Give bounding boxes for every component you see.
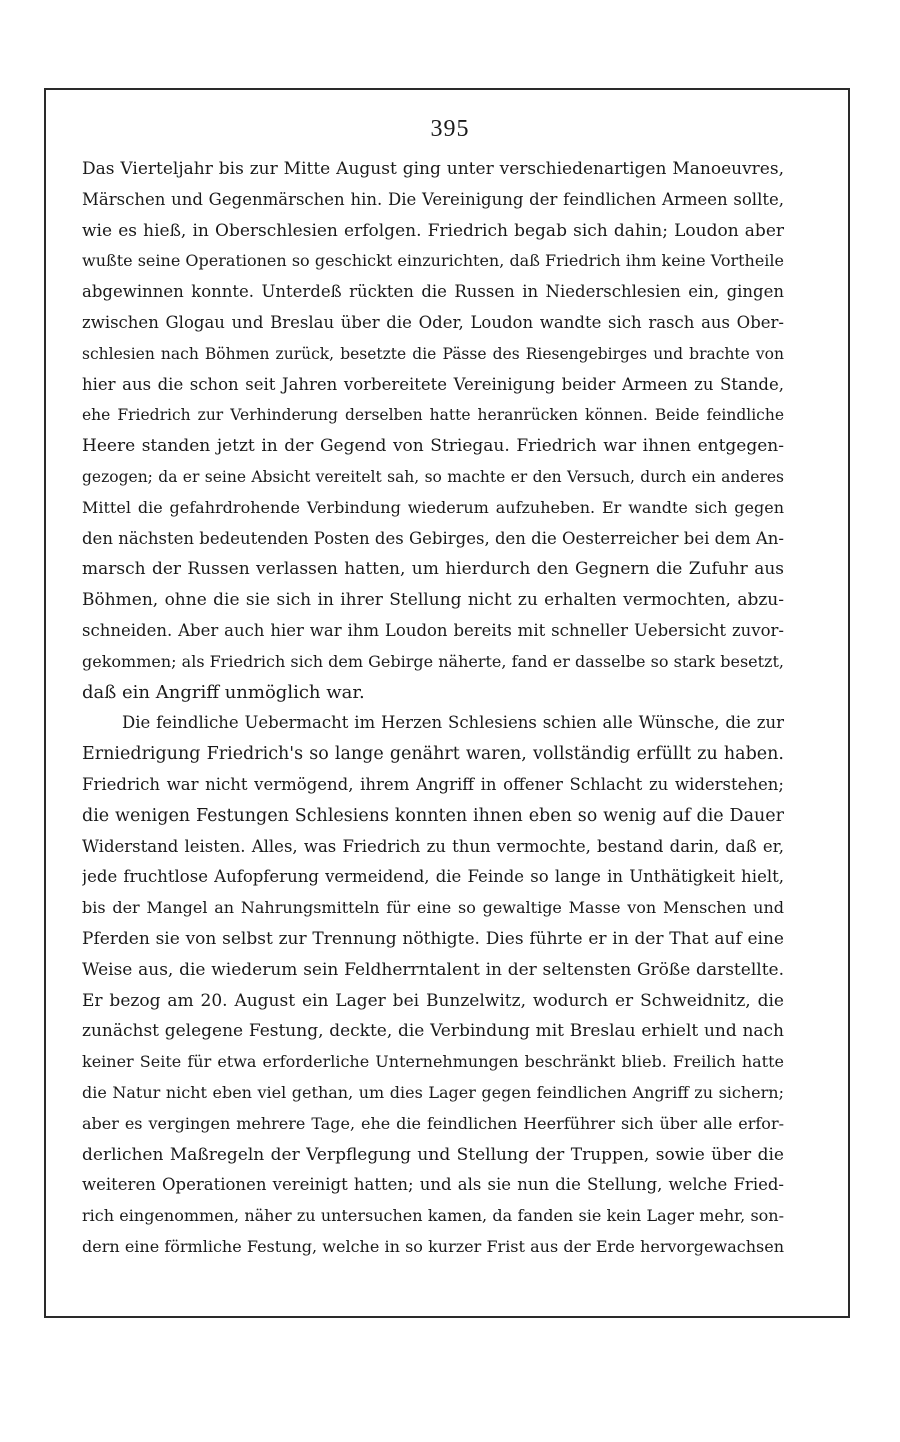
text-line: Er bezog am 20. August ein Lager bei Bunzelwitz, wodurch er Schweidnitz, die <box>82 990 784 1011</box>
text-line: schneiden. Aber auch hier war ihm Loudon bereits mit schneller Uebersicht zuvor- <box>82 620 784 640</box>
text-line: Pferden sie von selbst zur Trennung nöthigte. Dies führte er in der That auf eine <box>82 928 784 949</box>
text-line: zwischen Glogau und Breslau über die Oder, Loudon wandte sich rasch aus Ober- <box>82 312 784 332</box>
text-line: die wenigen Festungen Schlesiens konnten ihnen eben so wenig auf die Dauer <box>82 805 784 826</box>
text-line: bis der Mangel an Nahrungsmitteln für eine so gewaltige Masse von Menschen und <box>82 898 784 918</box>
text-line: Widerstand leisten. Alles, was Friedrich zu thun vermochte, bestand darin, daß er, <box>82 836 784 856</box>
text-line: jede fruchtlose Aufopferung vermeidend, die Feinde so lange in Unthätigkeit hielt, <box>82 867 784 887</box>
page-number: 395 <box>430 116 470 142</box>
text-line: dern eine förmliche Festung, welche in so kurzer Frist aus der Erde hervorgewachsen <box>82 1236 784 1256</box>
text-line: die Natur nicht eben viel gethan, um dies Lager gegen feindlichen Angriff zu sichern; <box>82 1082 784 1102</box>
text-line: Die feindliche Uebermacht im Herzen Schlesiens schien alle Wünsche, die zur <box>122 713 784 733</box>
text-line: gezogen; da er seine Absicht vereitelt sah, so machte er den Versuch, durch ein anderes <box>82 467 784 486</box>
paragraph-2 <box>82 708 784 1262</box>
text-line: Märschen und Gegenmärschen hin. Die Vereinigung der feindlichen Armeen sollte, <box>82 189 784 209</box>
text-line: Heere standen jetzt in der Gegend von Striegau. Friedrich war ihnen entgegen- <box>82 436 784 457</box>
text-line: Böhmen, ohne die sie sich in ihrer Stellung nicht zu erhalten vermochten, abzu- <box>82 590 784 611</box>
text-line: marsch der Russen verlassen hatten, um hierdurch den Gegnern die Zufuhr aus <box>82 559 784 580</box>
text-line: schlesien nach Böhmen zurück, besetzte die Pässe des Riesengebirges und brachte von <box>82 344 784 363</box>
text-line: keiner Seite für etwa erforderliche Unternehmungen beschränkt blieb. Freilich hatte <box>82 1052 784 1072</box>
text-line: Mittel die gefahrdrohende Verbindung wiederum aufzuheben. Er wandte sich gegen <box>82 497 784 517</box>
body-text <box>82 154 784 1263</box>
text-line: daß ein Angriff unmöglich war. <box>82 681 365 703</box>
text-line: hier aus die schon seit Jahren vorbereitete Vereinigung beider Armeen zu Stande, <box>82 374 784 394</box>
text-line: den nächsten bedeutenden Posten des Gebirges, den die Oesterreicher bei dem An- <box>82 528 784 548</box>
text-line: Erniedrigung Friedrich's so lange genährt waren, vollständig erfüllt zu haben. <box>82 744 784 765</box>
text-line: ehe Friedrich zur Verhinderung derselben hatte heranrücken können. Beide feindliche <box>82 406 784 425</box>
text-line: zunächst gelegene Festung, deckte, die Verbindung mit Breslau erhielt und nach <box>82 1021 784 1042</box>
text-line: Das Vierteljahr bis zur Mitte August ging unter verschiedenartigen Manoeuvres, <box>82 159 784 179</box>
text-line: weiteren Operationen vereinigt hatten; und als sie nun die Stellung, welche Fried- <box>82 1175 784 1195</box>
text-line: rich eingenommen, näher zu untersuchen kamen, da fanden sie kein Lager mehr, son- <box>82 1206 784 1226</box>
text-line: aber es vergingen mehrere Tage, ehe die feindlichen Heerführer sich über alle erfor- <box>82 1113 784 1133</box>
text-line: wußte seine Operationen so geschickt einzurichten, daß Friedrich ihm keine Vortheile <box>82 251 784 271</box>
text-line: wie es hieß, in Oberschlesien erfolgen. Friedrich begab sich dahin; Loudon aber <box>82 220 784 241</box>
text-line: abgewinnen konnte. Unterdeß rückten die Russen in Niederschlesien ein, gingen <box>82 282 784 302</box>
text-line: Weise aus, die wiederum sein Feldherrntalent in der seltensten Größe darstellte. <box>82 959 784 980</box>
text-line: gekommen; als Friedrich sich dem Gebirge näherte, fand er dasselbe so stark besetzt, <box>82 651 784 671</box>
paragraph-1 <box>82 154 784 708</box>
text-line: derlichen Maßregeln der Verpflegung und Stellung der Truppen, sowie über die <box>82 1144 784 1165</box>
text-line: Friedrich war nicht vermögend, ihrem Angriff in offener Schlacht zu widerstehen; <box>82 774 784 794</box>
